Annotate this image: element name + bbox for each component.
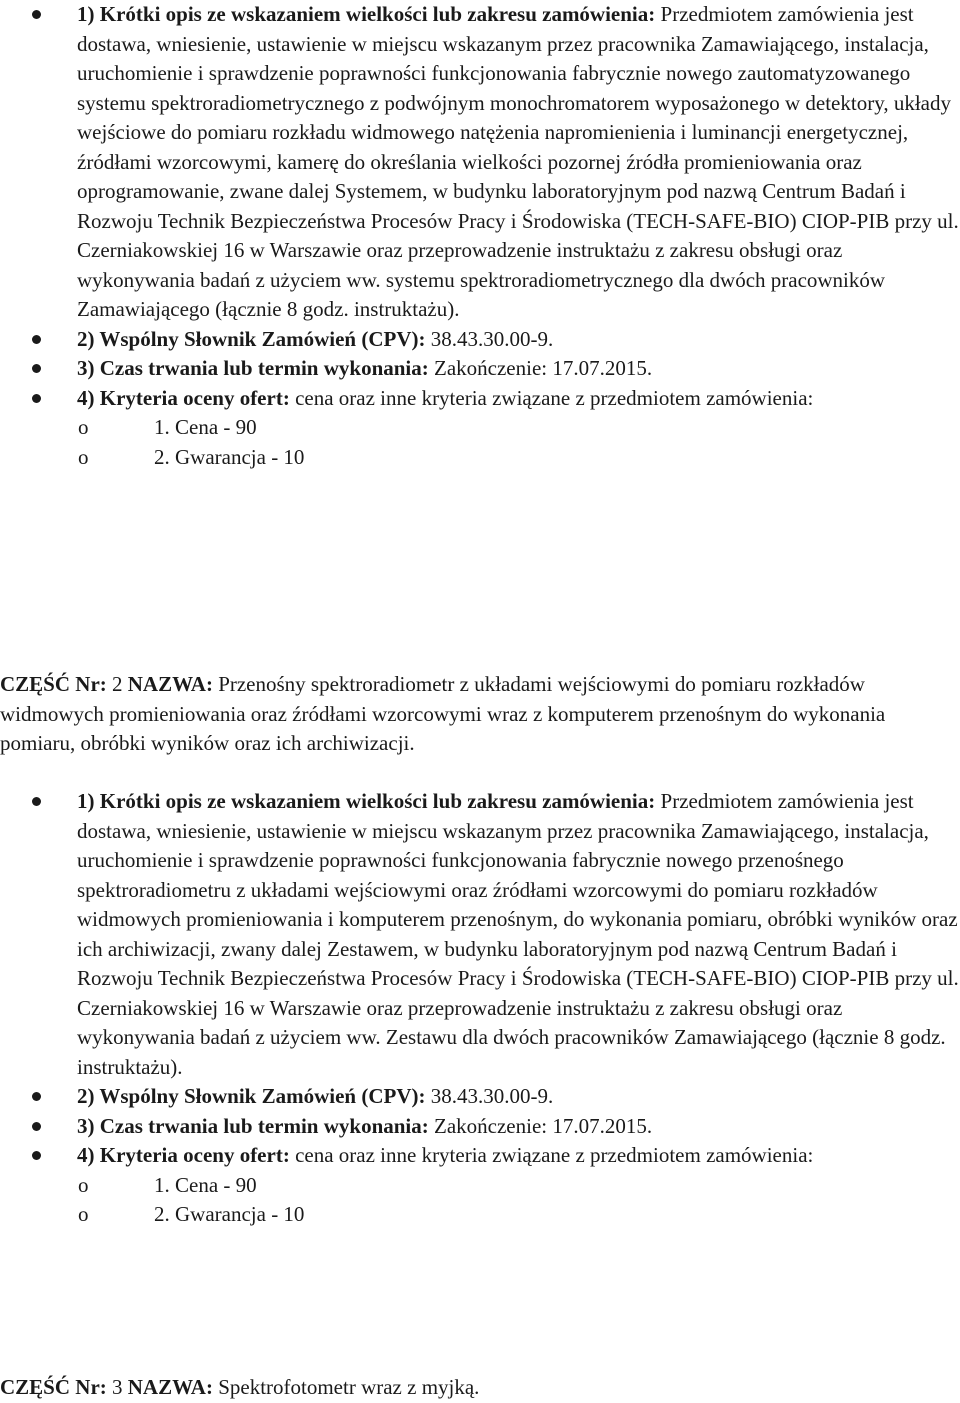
list-item-cpv [0,325,960,355]
bullet-icon [32,1151,41,1160]
name-label: NAZWA: [127,1375,213,1399]
circle-bullet-icon: o [78,415,89,439]
circle-bullet-icon: o [78,1202,89,1226]
part-number: 3 [112,1375,123,1399]
part-3-heading [0,1373,960,1403]
cpv-label: 2) Wspólny Słownik Zamówień (CPV): [77,1084,426,1108]
description-text: Przedmiotem zamówienia jest dostawa, wniesienie, ustawienie w miejscu wskazanym przez pracownika Zamawiającego, instalacja, uruchomienie i sprawdzenie poprawności funkcjonowania fabrycznie nowego zautomatyzowanego systemu spektroradiometrycznego z podwójnym monochromatorem wyposażonego w detektory, układy wejściowe do pomiaru rozkładu widmowego natężenia napromienienia i luminancji energetycznej, źródłami wzorcowymi, kamerę do określania wielkości pozornej źródła promieniowania oraz oprogramowanie, zwane dalej Systemem, w budynku laboratoryjnym pod nazwą Centrum Badań i Rozwoju Technik Bezpieczeństwa Procesów Pracy i Środowiska (TECH-SAFE-BIO) CIOP-PIB przy ul. Czerniakowskiej 16 w Warszawie oraz przeprowadzenie instruktażu z zakresu obsługi oraz wykonywania badań z użyciem ww. systemu spektroradiometrycznego dla dwóch pracowników Zamawiającego (łącznie 8 godz. instruktażu). [77,2,959,321]
criteria-price-text: 1. Cena - 90 [154,1172,257,1197]
criteria-text: cena oraz inne kryteria związane z przedmiotem zamówienia: [295,385,814,410]
criteria-item-price [77,1171,960,1201]
criteria-item-warranty [77,1200,960,1230]
criteria-text: cena oraz inne kryteria związane z przedmiotem zamówienia: [295,1143,814,1167]
list-item-description [0,787,960,1082]
bullet-icon [32,1122,41,1131]
part-1-details [0,0,960,472]
criteria-sublist [77,413,960,472]
part-2-heading [0,670,960,759]
circle-bullet-icon: o [78,444,89,469]
list-item-deadline [0,354,960,384]
deadline-label: 3) Czas trwania lub termin wykonania: [77,1113,429,1138]
name-label: NAZWA: [127,672,213,696]
description-label: 1) Krótki opis ze wskazaniem wielkości lub zakresu zamówienia: [77,789,656,813]
criteria-label: 4) Kryteria oceny ofert: [77,385,290,410]
part-number: 2 [112,672,123,696]
criteria-warranty-text: 2. Gwarancja - 10 [154,444,305,469]
list-item-criteria [0,1141,960,1230]
part-name-text: Spektrofotometr wraz z myjką. [218,1375,480,1399]
part-2-item-list [0,787,960,1230]
cpv-code: 38.43.30.00-9. [430,326,554,351]
deadline-label: 3) Czas trwania lub termin wykonania: [77,356,429,380]
bullet-icon [32,10,41,19]
circle-bullet-icon: o [78,1172,89,1197]
bullet-icon [32,797,41,806]
deadline-text: Zakończenie: 17.07.2015. [434,356,653,380]
description-text: Przedmiotem zamówienia jest dostawa, wniesienie, ustawienie w miejscu wskazanym przez pracownika Zamawiającego, instalacja, uruchomienie i sprawdzenie poprawności funkcjonowania fabrycznie nowego przenośnego spektroradiometru z układami wejściowymi oraz źródłami wzorcowymi do pomiaru rozkładów widmowych promieniowania i komputerem przenośnym, do wykonania pomiaru, obróbki wyników oraz ich archiwizacji, zwany dalej Zestawem, w budynku laboratoryjnym pod nazwą Centrum Badań i Rozwoju Technik Bezpieczeństwa Procesów Pracy i Środowiska (TECH-SAFE-BIO) CIOP-PIB przy ul. Czerniakowskiej 16 w Warszawie oraz przeprowadzenie instruktażu z zakresu obsługi oraz wykonywania badań z użyciem ww. Zestawu dla dwóch pracowników Zamawiającego (łącznie 8 godz. instruktażu). [77,789,959,1079]
list-item-criteria [0,384,960,473]
cpv-label: 2) Wspólny Słownik Zamówień (CPV): [77,326,426,351]
part-label: CZĘŚĆ Nr: [0,1375,107,1399]
part-label: CZĘŚĆ Nr: [0,672,107,696]
bullet-icon [32,335,41,344]
bullet-icon [32,1092,41,1101]
bullet-icon [32,394,41,403]
list-item-cpv [0,1082,960,1112]
list-item-deadline [0,1112,960,1142]
bullet-icon [32,364,41,373]
criteria-label: 4) Kryteria oceny ofert: [77,1143,290,1167]
part-2-details [0,787,960,1230]
criteria-sublist [77,1171,960,1230]
part-name-text: Przenośny spektroradiometr z układami wejściowymi do pomiaru rozkładów widmowych promieniowania oraz źródłami wzorcowymi wraz z komputerem przenośnym do wykonania pomiaru, obróbki wyników oraz ich archiwizacji. [0,672,886,755]
criteria-item-warranty [77,443,960,473]
part-1-item-list [0,0,960,472]
list-item-description [0,0,960,325]
criteria-warranty-text: 2. Gwarancja - 10 [154,1202,305,1226]
criteria-price-text: 1. Cena - 90 [154,415,257,439]
criteria-item-price [77,413,960,443]
description-label: 1) Krótki opis ze wskazaniem wielkości lub zakresu zamówienia: [77,2,656,26]
cpv-code: 38.43.30.00-9. [430,1084,554,1108]
deadline-text: Zakończenie: 17.07.2015. [434,1113,653,1138]
